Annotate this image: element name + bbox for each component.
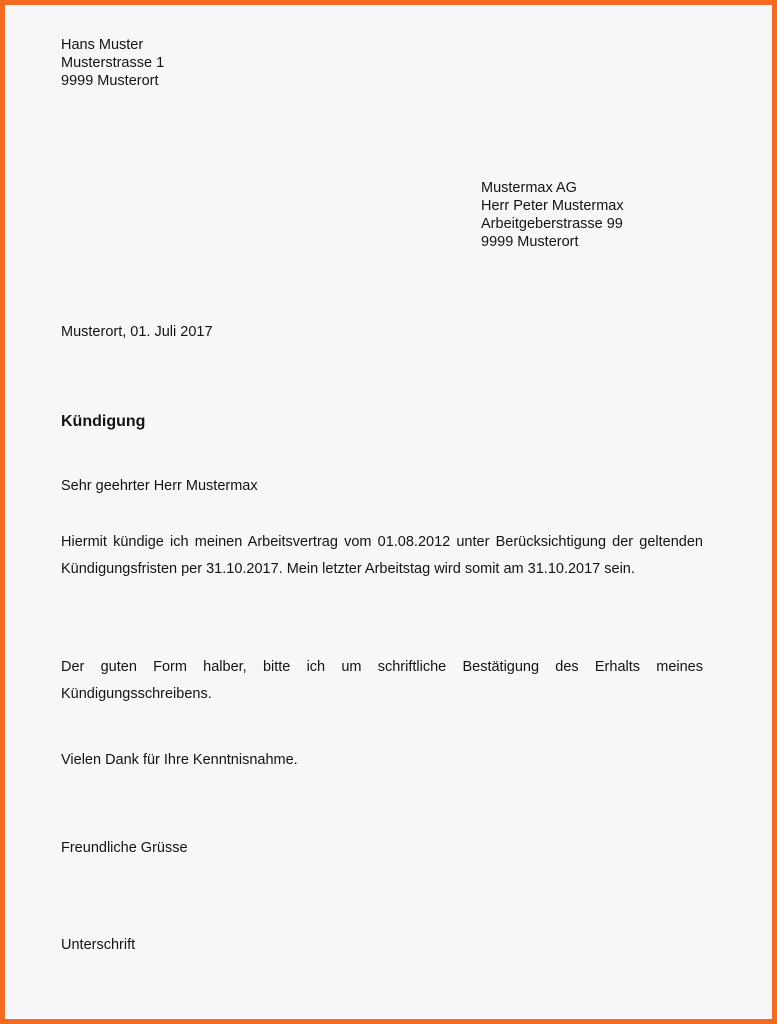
recipient-company: Mustermax AG xyxy=(481,180,577,196)
body-paragraph-2: Der guten Form halber, bitte ich um schriftliche Bestätigung des Erhalts meines Kündigungsschreibens. xyxy=(61,659,703,702)
date-line: Musterort, 01. Juli 2017 xyxy=(61,324,213,340)
recipient-city: 9999 Musterort xyxy=(481,234,579,250)
sender-city: 9999 Musterort xyxy=(61,73,159,89)
closing-line: Freundliche Grüsse xyxy=(61,840,188,856)
recipient-person: Herr Peter Mustermax xyxy=(481,198,624,214)
letter-subject: Kündigung xyxy=(61,413,146,430)
recipient-address xyxy=(481,179,624,251)
recipient-street: Arbeitgeberstrasse 99 xyxy=(481,216,623,232)
body-paragraph-1: Hiermit kündige ich meinen Arbeitsvertrag vom 01.08.2012 unter Berücksichtigung der geltenden Kündigungsfristen per 31.10.2017. Mein letzter Arbeitstag wird somit am 31.10.2017 sein. xyxy=(61,534,703,577)
signature-label: Unterschrift xyxy=(61,937,136,953)
thanks-line: Vielen Dank für Ihre Kenntnisnahme. xyxy=(61,752,298,768)
sender-street: Musterstrasse 1 xyxy=(61,55,165,71)
sender-address xyxy=(61,36,164,90)
salutation: Sehr geehrter Herr Mustermax xyxy=(61,478,258,494)
sender-name: Hans Muster xyxy=(61,37,144,53)
